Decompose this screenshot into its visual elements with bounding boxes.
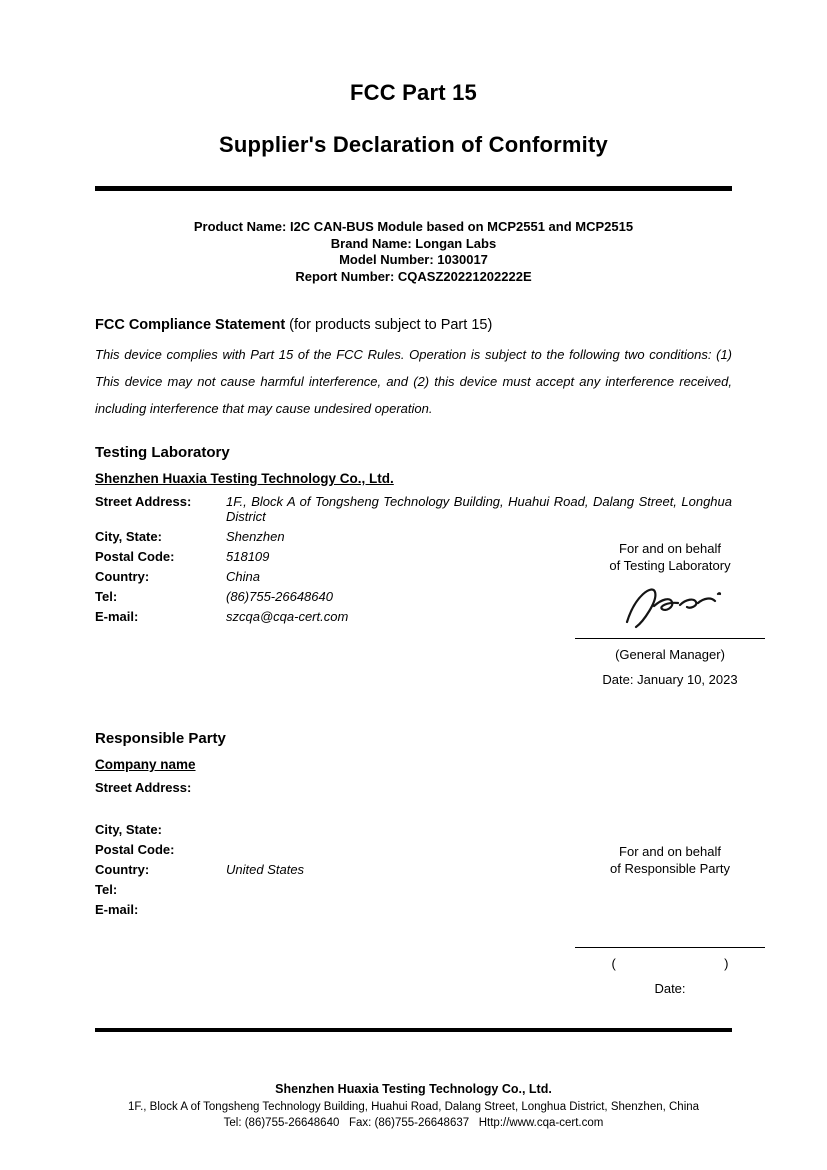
rp-signature-area	[575, 877, 765, 947]
rp-signer-title: ( )	[611, 956, 729, 971]
field-value: China	[226, 568, 260, 584]
compliance-heading-bold: FCC Compliance Statement	[95, 317, 286, 333]
rp-signature-line	[575, 947, 765, 948]
testing-laboratory-heading: Testing Laboratory	[95, 444, 230, 462]
field-value: United States	[226, 861, 305, 877]
lab-behalf-line1: For and on behalf	[619, 541, 721, 556]
footer-company-name: Shenzhen Huaxia Testing Technology Co., Ltd.	[275, 1082, 552, 1096]
field-value: (86)755-26648640	[226, 588, 333, 604]
lab-field-street-address	[95, 491, 732, 526]
lab-signature-area	[575, 578, 765, 638]
field-label: E-mail:	[95, 901, 139, 917]
report-number-line: Report Number: CQASZ20221202222E	[295, 268, 532, 284]
product-info-block	[95, 219, 732, 285]
document-content	[95, 0, 738, 996]
footer	[0, 1082, 827, 1129]
compliance-heading	[95, 317, 732, 333]
lab-date-label: Date:	[602, 672, 634, 687]
field-label: Street Address:	[95, 493, 192, 509]
rp-date-label: Date:	[654, 981, 686, 996]
bottom-divider	[95, 1028, 732, 1032]
field-label: Tel:	[95, 588, 118, 604]
rp-field-city-state	[95, 819, 732, 839]
field-label: Country:	[95, 861, 150, 877]
responsible-party-company-name: Company name	[95, 757, 196, 773]
compliance-heading-rest: (for products subject to Part 15)	[285, 317, 493, 333]
field-label: Postal Code:	[95, 841, 175, 857]
field-value: 1F., Block A of Tongsheng Technology Building, Huahui Road, Dalang Street, Longhua District	[226, 493, 732, 524]
rp-behalf-line2: of Responsible Party	[610, 861, 730, 876]
field-label: Postal Code:	[95, 548, 175, 564]
field-value: Shenzhen	[226, 528, 285, 544]
testing-lab-signature-block	[575, 540, 765, 688]
lab-date-value: January 10, 2023	[637, 672, 738, 687]
lab-signature-line	[575, 638, 765, 639]
brand-name-line: Brand Name: Longan Labs	[330, 235, 497, 251]
rp-field-street-address	[95, 777, 732, 819]
top-divider	[95, 186, 732, 191]
field-label: Street Address:	[95, 779, 192, 795]
testing-laboratory-company-name: Shenzhen Huaxia Testing Technology Co., Ltd.	[95, 471, 394, 487]
product-name-line: Product Name: I2C CAN-BUS Module based on MCP2551 and MCP2515	[193, 219, 634, 234]
model-number-line: Model Number: 1030017	[339, 252, 488, 267]
field-value: 518109	[226, 548, 270, 564]
rp-date-line	[575, 980, 765, 997]
responsible-party-heading: Responsible Party	[95, 730, 226, 748]
lab-signer-title: (General Manager)	[615, 647, 725, 662]
field-label: Tel:	[95, 881, 118, 897]
lab-date-line	[575, 671, 765, 688]
responsible-party-signature-block	[575, 843, 765, 997]
signature-image	[605, 578, 735, 638]
footer-address: 1F., Block A of Tongsheng Technology Building, Huahui Road, Dalang Street, Longhua District, Shenzhen, China	[127, 1101, 700, 1113]
field-label: City, State:	[95, 821, 162, 837]
rp-behalf-line1: For and on behalf	[619, 844, 721, 859]
field-value	[226, 780, 732, 817]
document-title-line2: Supplier's Declaration of Conformity	[219, 132, 608, 157]
field-label: E-mail:	[95, 608, 139, 624]
footer-contact: Tel: (86)755-26648640 Fax: (86)755-26648637 Http://www.cqa-cert.com	[223, 1117, 604, 1129]
lab-behalf-line2: of Testing Laboratory	[609, 558, 731, 573]
field-label: City, State:	[95, 528, 162, 544]
document-title-line1: FCC Part 15	[350, 80, 477, 105]
field-value: szcqa@cqa-cert.com	[226, 608, 349, 624]
compliance-statement: This device complies with Part 15 of the FCC Rules. Operation is subject to the following two conditions: (1) This device may not cause harmful interference, and (2) this device must accept any interference received, including interference that may cause undesired operation.	[95, 347, 732, 417]
field-label: Country:	[95, 568, 150, 584]
